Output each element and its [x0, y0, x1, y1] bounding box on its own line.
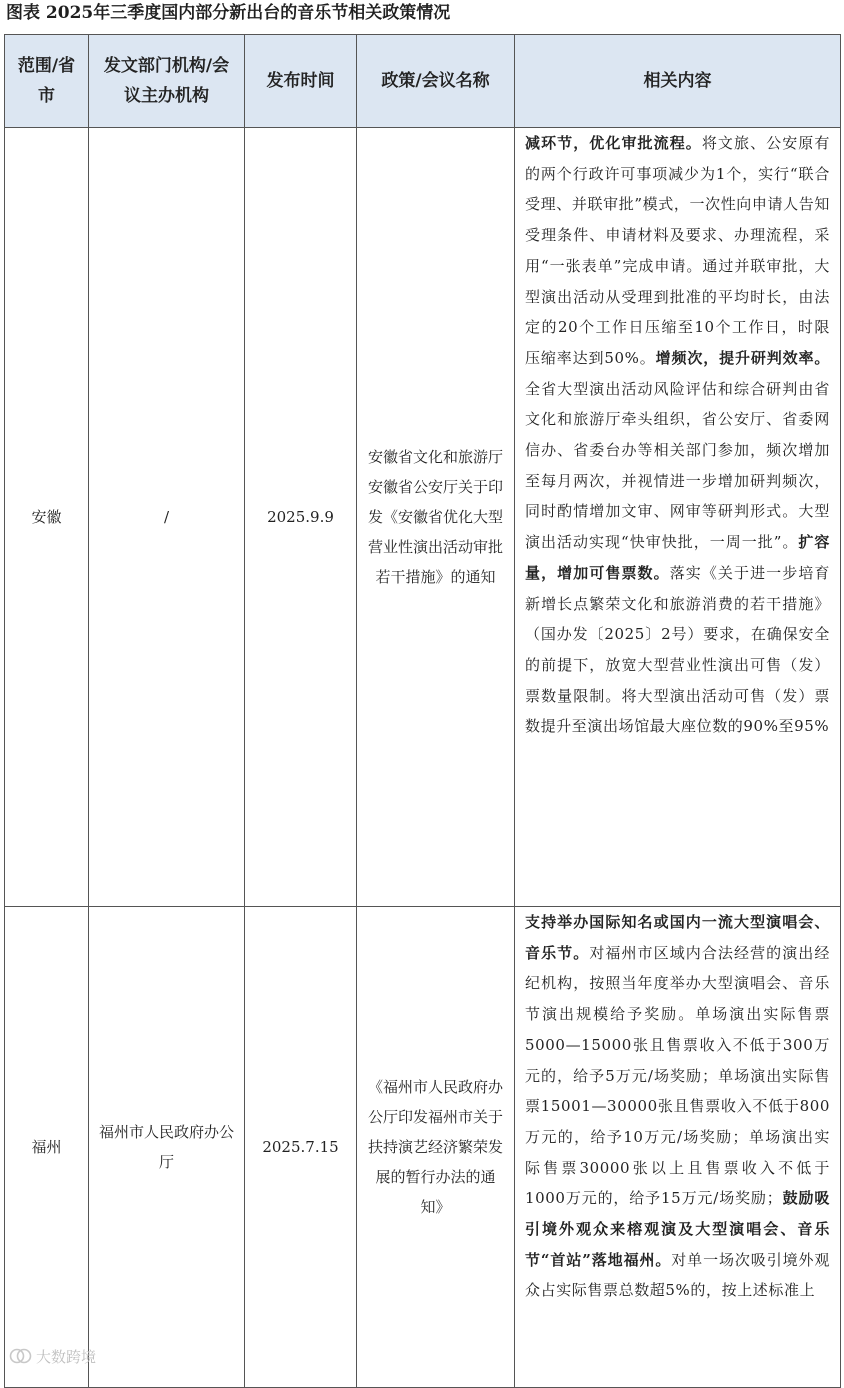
content-text: 对单一场次吸引境外观众占实际售票总数超5%的，按上述标准上	[525, 1250, 830, 1300]
policy-table	[4, 34, 841, 1388]
figure-caption: 图表 2025年三季度国内部分新出台的音乐节相关政策情况	[6, 3, 451, 23]
header-issuer: 发文部门机构/会议主办机构	[89, 35, 245, 128]
header-content: 相关内容	[515, 35, 841, 128]
cell-policy: 安徽省文化和旅游厅 安徽省公安厅关于印发《安徽省优化大型营业性演出活动审批若干措施》的通知	[357, 128, 515, 907]
header-region: 范围/省市	[5, 35, 89, 128]
table-row	[5, 128, 841, 907]
watermark	[8, 1344, 96, 1368]
cell-date: 2025.7.15	[245, 907, 357, 1388]
content-heading: 支持举办国际知名或国内一流大型演唱会、音乐节。	[525, 913, 830, 962]
cell-policy: 《福州市人民政府办公厅印发福州市关于扶持演艺经济繁荣发展的暂行办法的通知》	[357, 907, 515, 1388]
cell-issuer: /	[89, 128, 245, 907]
cell-issuer: 福州市人民政府办公厅	[89, 907, 245, 1388]
content-heading: 扩容量，增加可售票数。	[525, 533, 831, 582]
cell-region: 福州	[5, 907, 89, 1388]
cell-date: 2025.9.9	[245, 128, 357, 907]
content-heading: 增频次，提升研判效率。	[655, 348, 830, 367]
cell-region: 安徽	[5, 128, 89, 907]
content-heading: 减环节，优化审批流程。	[525, 134, 702, 152]
watermark-logo-icon	[8, 1347, 32, 1365]
cell-content	[515, 128, 841, 907]
content-text: 对福州市区域内合法经营的演出经纪机构，按照当年度举办大型演唱会、音乐节演出规模给予奖励。单场演出实际售票5000—15000张且售票收入不低于300万元的，给予5万元/场奖励；单场演出实际售票15001—30000张且售票收入不低于800万元的，给予10万元/场奖励；单场演出实际售票30000张以上且售票收入不低于1000万元的，给予15万元/场奖励；	[525, 943, 830, 1208]
content-heading: 鼓励吸引境外观众来榕观演及大型演唱会、音乐节“首站”落地福州。	[525, 1189, 830, 1269]
header-date: 发布时间	[245, 35, 357, 128]
watermark-text: 大数跨境	[36, 1347, 97, 1366]
table-header-row	[5, 35, 841, 128]
cell-content	[515, 907, 841, 1388]
header-policy: 政策/会议名称	[357, 35, 515, 128]
content-text: 将文旅、公安原有的两个行政许可事项减少为1个，实行“联合受理、并联审批”模式，一次性向申请人告知受理条件、申请材料及要求、办理流程，采用“一张表单”完成申请。通过并联审批，大型演出活动从受理到批准的平均时长，由法定的20个工作日压缩至10个工作日，时限压缩率达到50%。	[525, 134, 830, 367]
content-text: 全省大型演出活动风险评估和综合研判由省文化和旅游厅牵头组织，省公安厅、省委网信办、省委台办等相关部门参加，频次增加至每月两次，并视情进一步增加研判频次，同时酌情增加文审、网审等研判形式。大型演出活动实现“快审快批，一周一批”。	[525, 379, 830, 552]
table-row	[5, 907, 841, 1388]
content-text: 落实《关于进一步培育新增长点繁荣文化和旅游消费的若干措施》（国办发〔2025〕2号）要求，在确保安全的前提下，放宽大型营业性演出可售（发）票数量限制。将大型演出活动可售（发）票数提升至演出场馆最大座位数的90%至95%	[525, 563, 830, 736]
